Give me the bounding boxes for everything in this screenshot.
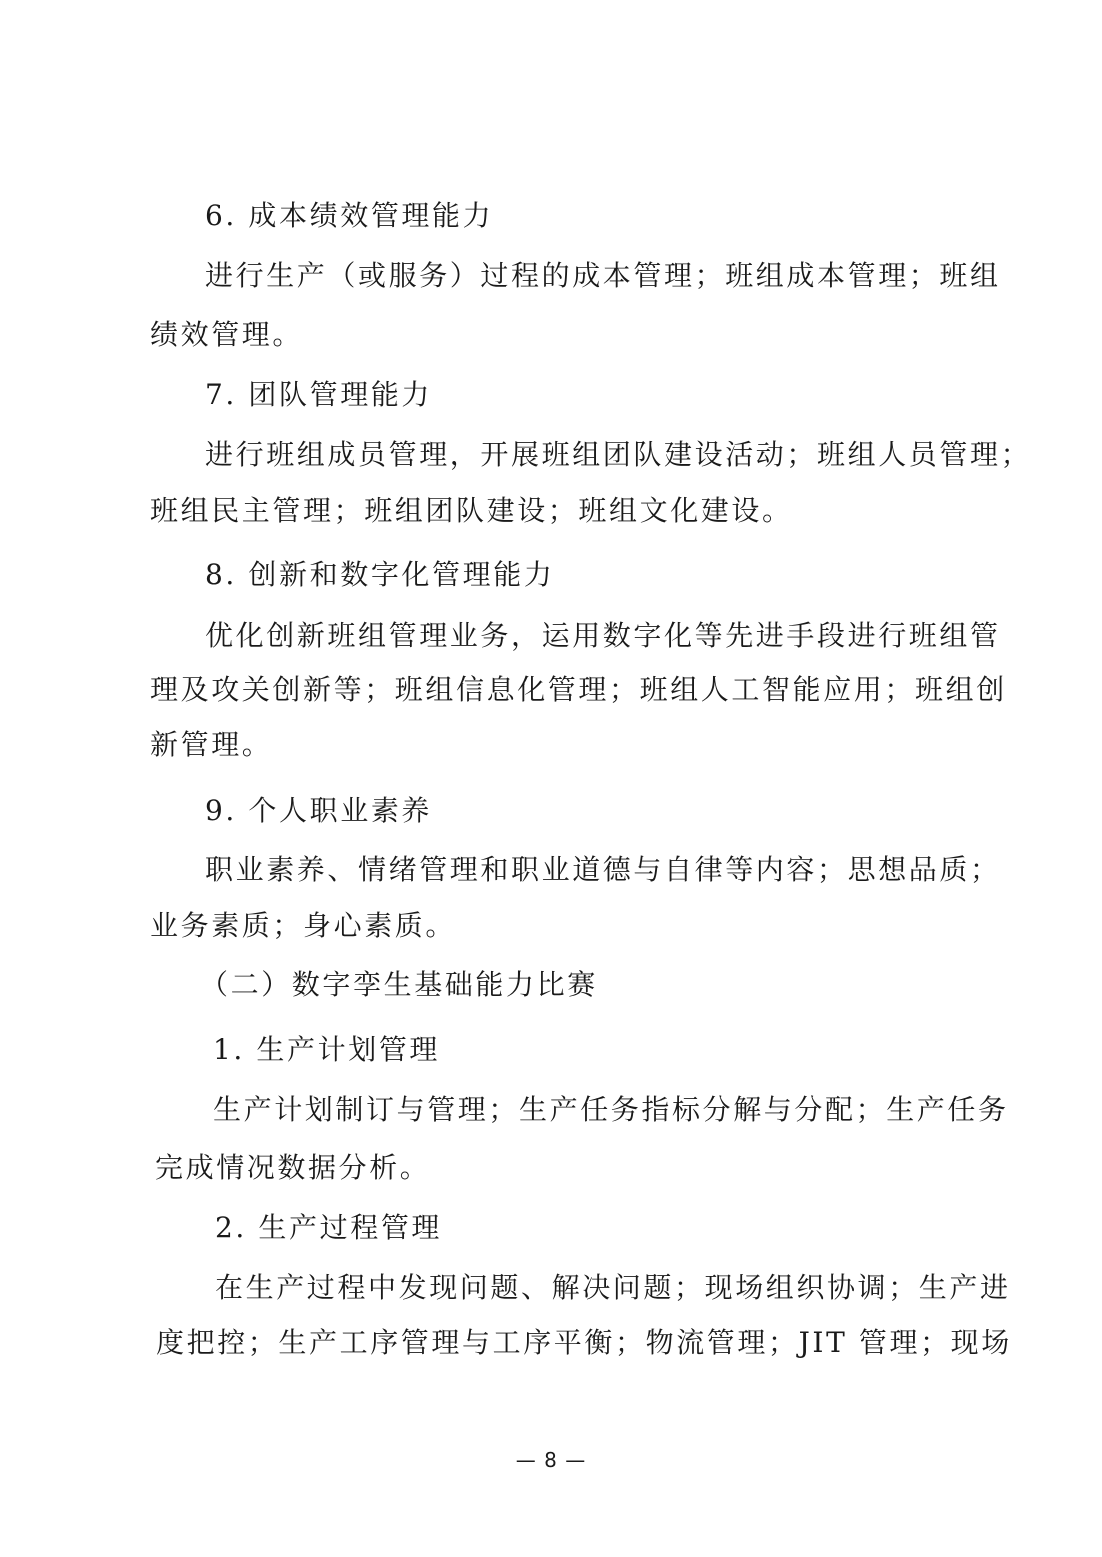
paragraph-line: 在生产过程中发现问题、解决问题；现场组织协调；生产进	[215, 1271, 1011, 1304]
paragraph-line: 业务素质；身心素质。	[150, 909, 457, 942]
section-heading: 8. 创新和数字化管理能力	[205, 558, 555, 591]
section-heading: （二）数字孪生基础能力比赛	[200, 968, 598, 1001]
paragraph-line: 新管理。	[150, 728, 273, 761]
paragraph-line: 完成情况数据分析。	[155, 1151, 431, 1184]
paragraph-line: 进行班组成员管理，开展班组团队建设活动；班组人员管理；	[205, 438, 1032, 471]
paragraph-line: 优化创新班组管理业务，运用数字化等先进手段进行班组管	[205, 619, 1001, 652]
section-heading: 7. 团队管理能力	[205, 378, 433, 411]
section-heading: 6. 成本绩效管理能力	[205, 199, 494, 232]
section-heading: 1. 生产计划管理	[213, 1033, 441, 1066]
paragraph-line: 进行生产（或服务）过程的成本管理；班组成本管理；班组	[205, 259, 1001, 292]
paragraph-line: 生产计划制订与管理；生产任务指标分解与分配；生产任务	[213, 1093, 1009, 1126]
page-number: — 8 —	[515, 1448, 587, 1472]
paragraph-line: 职业素养、情绪管理和职业道德与自律等内容；思想品质；	[205, 853, 1001, 886]
paragraph-line: 理及攻关创新等；班组信息化管理；班组人工智能应用；班组创	[150, 673, 1007, 706]
paragraph-line: 班组民主管理；班组团队建设；班组文化建设。	[150, 494, 793, 527]
section-heading: 2. 生产过程管理	[215, 1211, 443, 1244]
paragraph-line: 度把控；生产工序管理与工序平衡；物流管理；JIT 管理；现场	[156, 1326, 1012, 1359]
section-heading: 9. 个人职业素养	[205, 794, 433, 827]
paragraph-line: 绩效管理。	[150, 318, 304, 351]
